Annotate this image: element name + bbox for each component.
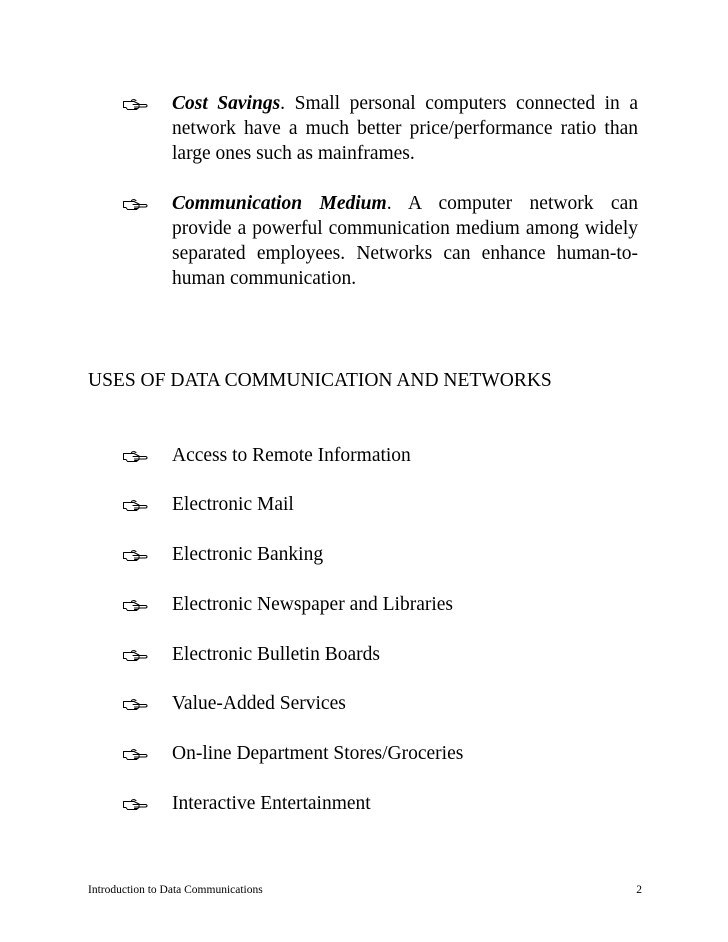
pointing-hand-icon [122,96,148,112]
list-item: Access to Remote Information [172,445,411,466]
pointing-hand-icon [122,696,148,712]
pointing-hand-icon [122,196,148,212]
list-item: Electronic Newspaper and Libraries [172,594,453,615]
benefit-text: . A computer network can provide a powerful communication medium among widely separated employees. Networks can enhance human-to-human communication. [172,193,638,289]
pointing-hand-icon [122,497,148,513]
pointing-hand-icon [122,796,148,812]
pointing-hand-icon [122,746,148,762]
pointing-hand-icon [122,647,148,663]
footer-title: Introduction to Data Communications [88,884,263,896]
list-item: Electronic Bulletin Boards [172,644,380,665]
page-number: 2 [636,884,642,896]
pointing-hand-icon [122,597,148,613]
list-item: On-line Department Stores/Groceries [172,743,464,764]
benefit-term: Communication Medium [172,193,387,214]
list-item: Value-Added Services [172,693,346,714]
benefit-paragraph-communication-medium [172,191,638,291]
list-item: Interactive Entertainment [172,793,371,814]
section-heading: USES OF DATA COMMUNICATION AND NETWORKS [88,370,552,391]
benefit-paragraph-cost-savings [172,91,638,166]
pointing-hand-icon [122,547,148,563]
list-item: Electronic Banking [172,544,324,565]
benefit-text: . Small personal computers connected in a network have a much better price/performance ratio than large ones such as mainframes. [172,93,638,164]
benefit-term: Cost Savings [172,93,281,114]
pointing-hand-icon [122,448,148,464]
list-item: Electronic Mail [172,494,294,515]
